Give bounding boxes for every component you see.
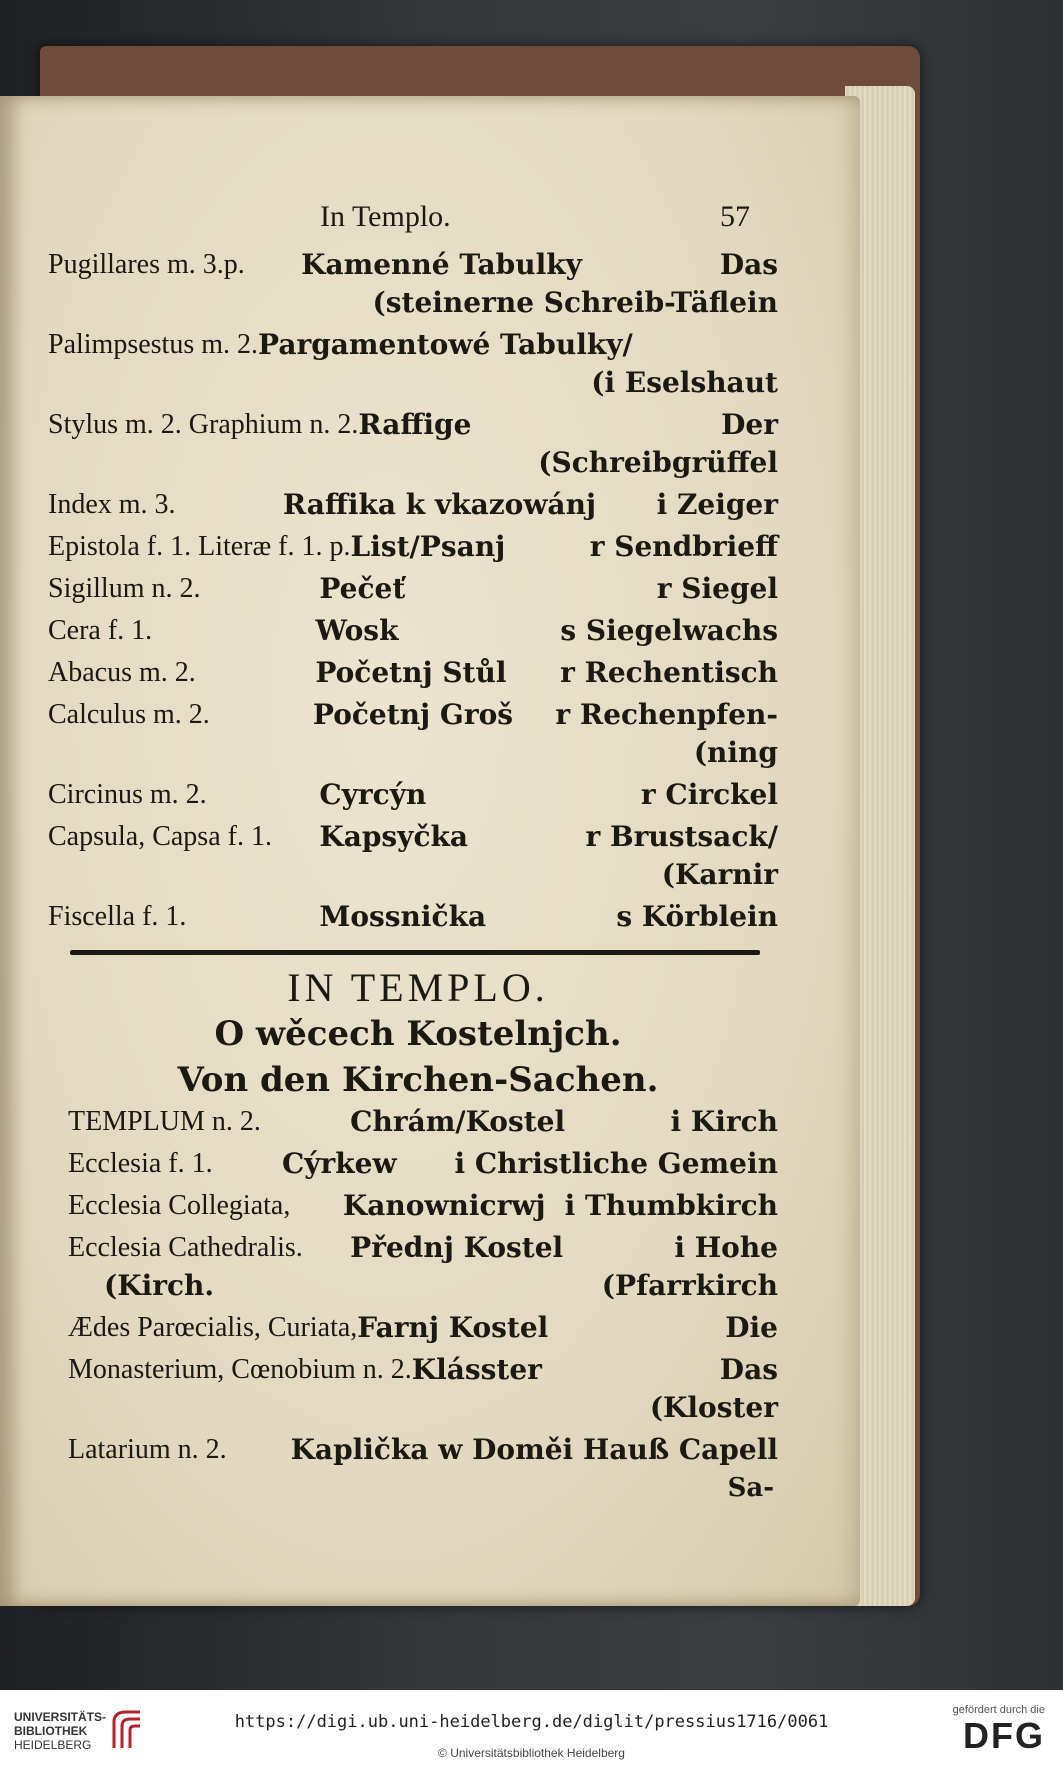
latin-continuation: (Kirch. — [104, 1269, 215, 1302]
vocabulary-entry — [48, 612, 778, 650]
german-term: i Zeiger — [656, 488, 778, 521]
german-continuation: (steinerne Schreib-Täflein — [372, 286, 778, 319]
czech-term: Přednj Kostel — [350, 1231, 564, 1264]
vocabulary-entry — [48, 1351, 778, 1427]
czech-term: Pečeť — [319, 572, 406, 605]
logo-line-1: UNIVERSITÄTS- — [14, 1710, 107, 1724]
german-continuation: (Pfarrkirch — [601, 1269, 778, 1302]
latin-term: Sigillum n. 2. — [48, 573, 201, 604]
latin-term: Latarium n. 2. — [68, 1434, 227, 1465]
vocabulary-entry — [48, 654, 778, 692]
latin-term: Fiscella f. 1. — [48, 901, 187, 932]
vocabulary-entry — [48, 1309, 778, 1347]
german-term: s Körblein — [616, 900, 778, 933]
czech-term: Početnj Groš — [312, 698, 514, 731]
czech-term: Kanownicrwj — [342, 1189, 546, 1222]
vocabulary-entry — [48, 1187, 778, 1225]
vocabulary-entry — [48, 898, 778, 936]
german-term: i Kirch — [670, 1105, 778, 1138]
czech-term: Farnj Kostel — [357, 1311, 549, 1344]
vocabulary-entry — [48, 528, 778, 566]
section-divider — [70, 950, 760, 955]
german-continuation: (Karnir — [661, 858, 778, 891]
vocabulary-entry — [48, 246, 778, 322]
vocabulary-entry — [48, 486, 778, 524]
czech-term: Wosk — [315, 614, 399, 647]
vocabulary-list-lower — [48, 1103, 778, 1469]
german-continuation: (i Eselshaut — [591, 366, 778, 399]
funder-name: DFG — [963, 1715, 1045, 1756]
running-title: In Templo. — [320, 200, 451, 233]
page-content — [48, 200, 778, 1503]
vocabulary-entry — [48, 696, 778, 772]
german-term: r Circkel — [640, 778, 778, 811]
viewer-footer — [0, 1690, 1063, 1774]
latin-term: Calculus m. 2. — [48, 699, 210, 730]
permalink-url[interactable]: https://digi.ub.uni-heidelberg.de/diglit/pressius1716/0061 — [234, 1712, 829, 1732]
czech-term: Raffika k vkazowánj — [282, 488, 597, 521]
latin-term: Index m. 3. — [48, 489, 176, 520]
book-page — [0, 96, 860, 1606]
funding-note: gefördert durch die — [952, 1704, 1045, 1716]
german-term: r Sendbrieff — [589, 530, 778, 563]
czech-term: Kaplička w Domě — [290, 1433, 563, 1466]
czech-term: Pargamentowé Tabulky/ — [258, 328, 633, 361]
latin-term: Ecclesia f. 1. — [68, 1148, 213, 1179]
vocabulary-entry — [48, 1145, 778, 1183]
vocabulary-list-upper — [48, 246, 778, 936]
section-subtitle-german: Von den Kirchen-Sachen. — [177, 1060, 659, 1100]
latin-term: TEMPLUM n. 2. — [68, 1106, 261, 1137]
latin-term: Ædes Parœcialis, Curiata, — [68, 1312, 358, 1343]
catchword: Sa- — [727, 1473, 774, 1503]
latin-term: Epistola f. 1. Literæ f. 1. p. — [48, 531, 351, 562]
running-head — [48, 200, 778, 240]
latin-term: Pugillares m. 3.p. — [48, 249, 245, 280]
copyright-notice: © Universitätsbibliothek Heidelberg — [438, 1746, 625, 1760]
german-term — [633, 326, 778, 364]
latin-term: Stylus m. 2. Graphium n. 2. — [48, 409, 359, 440]
german-term: Das — [719, 248, 778, 281]
vocabulary-entry — [48, 776, 778, 814]
page-number: 57 — [720, 200, 750, 233]
latin-term: Circinus m. 2. — [48, 779, 207, 810]
latin-term: Ecclesia Collegiata, — [68, 1190, 291, 1221]
latin-term: Abacus m. 2. — [48, 657, 196, 688]
latin-term: Ecclesia Cathedralis. — [68, 1232, 303, 1263]
german-term: i Thumbkirch — [564, 1189, 778, 1222]
vocabulary-entry — [48, 570, 778, 608]
vocabulary-entry — [48, 818, 778, 894]
german-continuation: (Kloster — [649, 1391, 778, 1424]
german-term: r Rechentisch — [560, 656, 778, 689]
czech-term: Kamenné Tabulky — [301, 248, 582, 281]
german-continuation: (Schreibgrüffel — [538, 446, 778, 479]
vocabulary-entry — [48, 1431, 778, 1469]
section-title: IN TEMPLO. — [287, 965, 549, 1010]
latin-term: Capsula, Capsa f. 1. — [48, 821, 272, 852]
logo-line-3: HEIDELBERG — [14, 1738, 92, 1752]
latin-term: Palimpsestus m. 2. — [48, 329, 259, 360]
german-term: r Siegel — [656, 572, 778, 605]
german-continuation: (ning — [693, 736, 778, 769]
german-term: Der — [721, 408, 778, 441]
czech-term: Raffige — [358, 408, 472, 441]
german-term: r Brustsack/ — [585, 820, 778, 853]
czech-term: Cýrkew — [281, 1147, 397, 1180]
czech-term: Klásster — [411, 1353, 542, 1386]
czech-term: Kapsyčka — [319, 820, 469, 853]
german-term: i Hauß Capell — [562, 1433, 778, 1466]
czech-term: Chrám/Kostel — [350, 1105, 566, 1138]
czech-term: List/Psanj — [350, 530, 506, 563]
czech-term: Cyrcýn — [319, 778, 427, 811]
german-term: Das — [719, 1353, 778, 1386]
czech-term: Početnj Stůl — [315, 656, 507, 689]
latin-term: Monasterium, Cœnobium n. 2. — [68, 1354, 412, 1385]
latin-continuation — [68, 1389, 412, 1427]
vocabulary-entry — [48, 1229, 778, 1305]
czech-term: Mossnička — [319, 900, 487, 933]
vocabulary-entry — [48, 406, 778, 482]
section-subtitle-czech: O wěcech Kostelnjch. — [214, 1014, 622, 1054]
latin-term: Cera f. 1. — [48, 615, 153, 646]
german-term: Die — [725, 1311, 778, 1344]
vocabulary-entry — [48, 1103, 778, 1141]
german-term: i Christliche Gemein — [454, 1147, 778, 1180]
german-term: r Rechenpfen- — [555, 698, 778, 731]
vocabulary-entry — [48, 326, 778, 402]
german-term: i Hohe — [674, 1231, 778, 1264]
logo-line-2: BIBLIOTHEK — [14, 1724, 88, 1738]
funder-logo[interactable] — [953, 1704, 1045, 1756]
german-term: s Siegelwachs — [560, 614, 778, 647]
